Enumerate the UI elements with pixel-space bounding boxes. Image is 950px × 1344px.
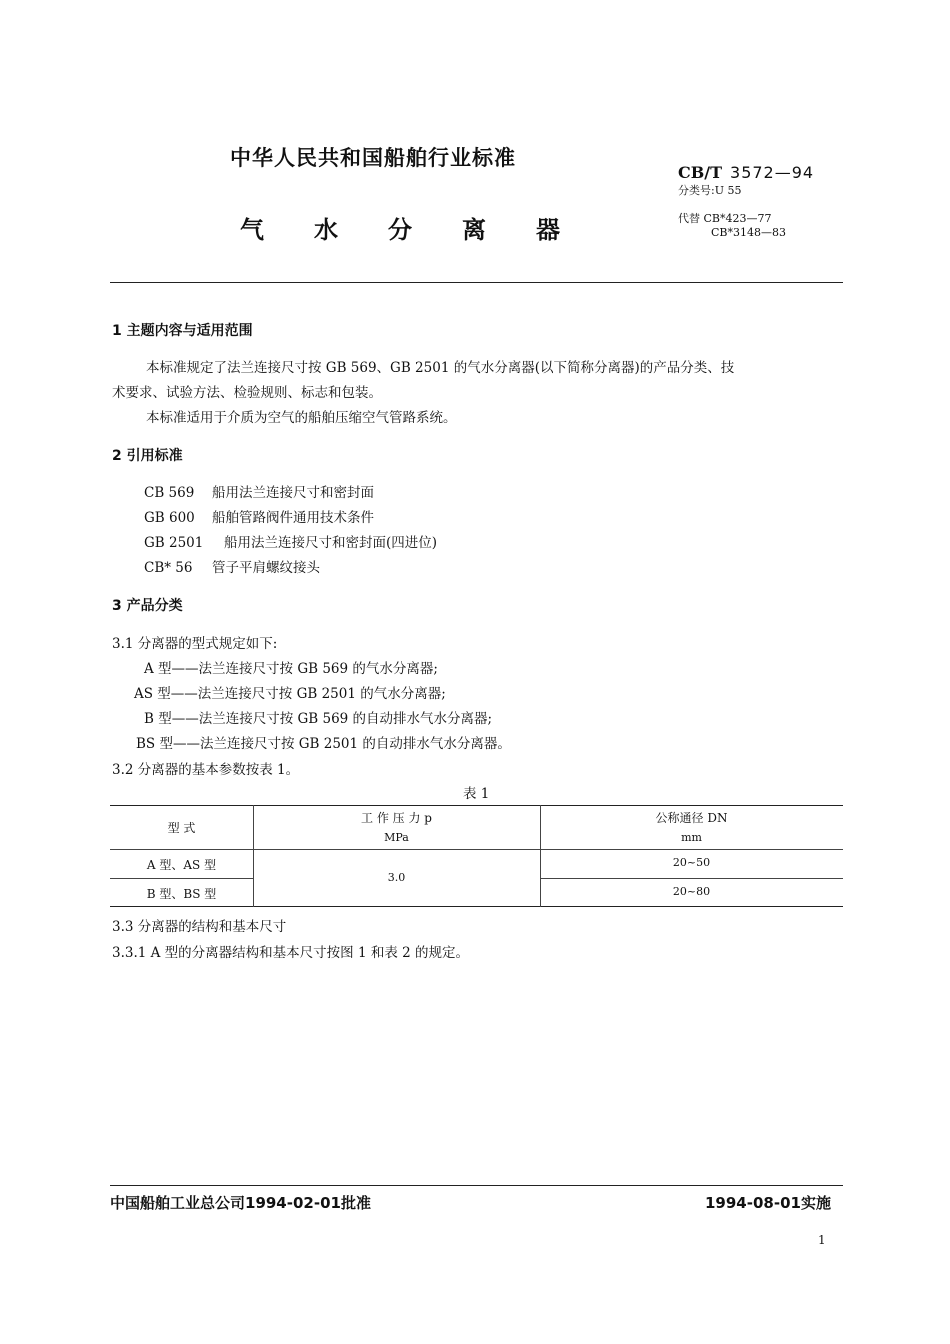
table-bottom-rule bbox=[110, 906, 843, 907]
section-1-para-1-line-2: 术要求、试验方法、检验规则、标志和包装。 bbox=[112, 385, 382, 401]
table-row-rule-left bbox=[110, 878, 253, 879]
document-title: 气水分离器 bbox=[240, 216, 610, 244]
replaces-line-2: CB*3148—83 bbox=[711, 226, 786, 239]
header-nominal-diameter: 公称通径 DN bbox=[655, 811, 728, 825]
table-caption: 表 1 bbox=[463, 786, 490, 802]
reference-item bbox=[144, 481, 374, 501]
header-diameter-unit: mm bbox=[681, 831, 702, 844]
reference-title: 管子平肩螺纹接头 bbox=[212, 560, 320, 576]
reference-item bbox=[144, 506, 374, 526]
reference-item bbox=[144, 531, 437, 551]
dn-range-b: 20~80 bbox=[672, 885, 711, 898]
implementation-date: 1994-08-01实施 bbox=[705, 1194, 831, 1212]
section-1-para-2: 本标准适用于介质为空气的船舶压缩空气管路系统。 bbox=[146, 410, 457, 426]
clause-3-3: 3.3 分离器的结构和基本尺寸 bbox=[112, 919, 287, 935]
section-1-heading: 1 主题内容与适用范围 bbox=[112, 323, 253, 339]
footer-divider bbox=[110, 1185, 843, 1186]
header-pressure-unit: MPa bbox=[384, 831, 409, 844]
type-definition: B 型——法兰连接尺寸按 GB 569 的自动排水气水分离器; bbox=[144, 711, 493, 727]
reference-item bbox=[144, 556, 320, 576]
pressure-value: 3.0 bbox=[387, 871, 406, 884]
section-3-heading: 3 产品分类 bbox=[112, 598, 183, 614]
row-type-a-as: A 型、AS 型 bbox=[146, 858, 217, 872]
reference-code: GB 2501 bbox=[144, 535, 204, 551]
standard-code bbox=[678, 163, 814, 182]
dn-range-a: 20~50 bbox=[672, 856, 711, 869]
table-row-rule-right bbox=[540, 878, 843, 879]
classification-number: 分类号:U 55 bbox=[678, 184, 742, 197]
table-header-rule bbox=[110, 849, 843, 850]
type-definition: AS 型——法兰连接尺寸按 GB 2501 的气水分离器; bbox=[134, 686, 446, 702]
clause-3-3-1: 3.3.1 A 型的分离器结构和基本尺寸按图 1 和表 2 的规定。 bbox=[112, 945, 470, 961]
reference-code: CB* 56 bbox=[144, 560, 193, 576]
reference-code: GB 600 bbox=[144, 510, 195, 526]
page-number: 1 bbox=[818, 1233, 826, 1247]
clause-3-1: 3.1 分离器的型式规定如下: bbox=[112, 636, 278, 652]
header-type: 型 式 bbox=[167, 821, 196, 835]
section-1-para-1-line-1: 本标准规定了法兰连接尺寸按 GB 569、GB 2501 的气水分离器(以下简称分离器)的产品分类、技 bbox=[146, 360, 735, 376]
section-2-heading: 2 引用标准 bbox=[112, 448, 183, 464]
parameter-table bbox=[110, 805, 843, 907]
reference-title: 船用法兰连接尺寸和密封面(四进位) bbox=[224, 535, 438, 551]
reference-title: 船舶管路阀件通用技术条件 bbox=[212, 510, 374, 526]
header-pressure: 工 作 压 力 p bbox=[361, 811, 432, 825]
standard-code-number: 3572—94 bbox=[730, 163, 815, 182]
replaces-line-1: 代替 CB*423—77 bbox=[678, 212, 772, 225]
header-divider bbox=[110, 282, 843, 283]
standard-title: 中华人民共和国船舶行业标准 bbox=[230, 146, 516, 170]
reference-title: 船用法兰连接尺寸和密封面 bbox=[212, 485, 374, 501]
type-definition: BS 型——法兰连接尺寸按 GB 2501 的自动排水气水分离器。 bbox=[136, 736, 511, 752]
type-definition: A 型——法兰连接尺寸按 GB 569 的气水分离器; bbox=[144, 661, 438, 677]
row-type-b-bs: B 型、BS 型 bbox=[146, 887, 217, 901]
approval-line: 中国船舶工业总公司1994-02-01批准 bbox=[110, 1194, 371, 1212]
clause-3-2: 3.2 分离器的基本参数按表 1。 bbox=[112, 762, 300, 778]
reference-code: CB 569 bbox=[144, 485, 195, 501]
table-top-rule bbox=[110, 805, 843, 806]
standard-code-prefix: CB/T bbox=[678, 163, 723, 182]
